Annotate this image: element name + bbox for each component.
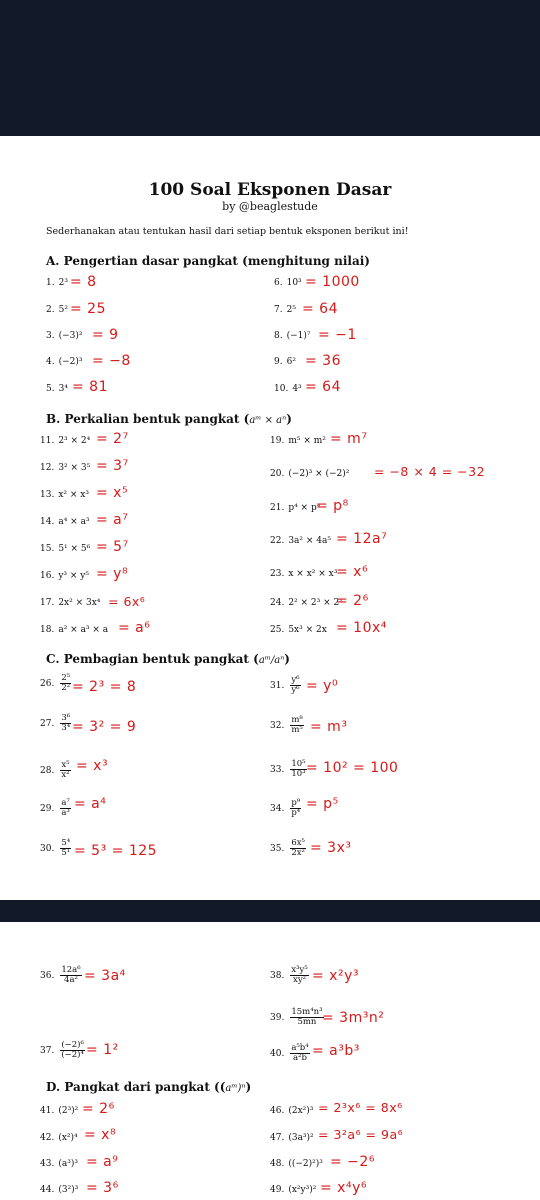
answer-11: = 2⁷ — [96, 431, 129, 447]
answer-21: = p⁸ — [316, 498, 349, 514]
problem-1: 1. 2³ — [46, 278, 68, 288]
problem-9: 9. 6² — [274, 357, 296, 367]
answer-42: = x⁸ — [84, 1127, 117, 1143]
answer-14: = a⁷ — [96, 512, 129, 528]
answer-35: = 3x³ — [310, 840, 352, 856]
problem-16: 16. y³ × y⁵ — [40, 571, 89, 581]
answer-10: = 64 — [305, 379, 341, 395]
answer-13: = x⁵ — [96, 485, 129, 501]
answer-23: = x⁶ — [336, 564, 369, 580]
problem-12: 12. 3² × 3⁵ — [40, 463, 91, 473]
problem-44: 44. (3²)³ — [40, 1185, 79, 1195]
problem-39: 39. $\frac{\text{15m⁴n³}}{5mn}$ — [270, 1007, 323, 1027]
problem-30: 30. $\frac{\text{5⁴}}{\text{5¹}}$ — [40, 838, 71, 858]
problem-5: 5. 3⁴ — [46, 384, 68, 394]
answer-33: = 10² = 100 — [306, 760, 399, 776]
problem-47: 47. (3a³)² — [270, 1133, 314, 1143]
answer-12: = 3⁷ — [96, 458, 129, 474]
problem-43: 43. (a³)³ — [40, 1159, 78, 1169]
problem-20: 20. (−2)³ × (−2)² — [270, 469, 350, 479]
answer-28: = x³ — [76, 758, 109, 774]
answer-43: = a⁹ — [86, 1154, 119, 1170]
answer-26: = 2³ = 8 — [72, 679, 137, 695]
problem-8: 8. (−1)⁷ — [274, 331, 311, 341]
problem-29: 29. $\frac{\text{a⁷}}{\text{a³}}$ — [40, 798, 70, 818]
problem-27: 27. $\frac{\text{3⁶}}{\text{3⁴}}$ — [40, 713, 71, 733]
answer-38: = x²y³ — [312, 968, 359, 984]
answer-47: = 3²a⁶ = 9a⁶ — [318, 1127, 404, 1142]
author-line: by @beaglestude — [222, 200, 318, 213]
problem-26: 26. $\frac{\text{2⁵}}{\text{2²}}$ — [40, 673, 71, 693]
problem-34: 34. $\frac{\text{p⁹}}{\text{p⁴}}$ — [270, 798, 301, 818]
problem-46: 46. (2x²)³ — [270, 1106, 314, 1116]
worksheet-page-2 — [0, 922, 540, 1200]
answer-46: = 2³x⁶ = 8x⁶ — [318, 1100, 403, 1115]
page-break-band — [0, 900, 540, 922]
problem-6: 6. 10³ — [274, 278, 302, 288]
problem-21: 21. p⁴ × p⁴ — [270, 503, 321, 513]
answer-20: = −8 × 4 = −32 — [374, 464, 486, 479]
answer-6: = 1000 — [305, 274, 360, 290]
answer-4: = −8 — [92, 353, 131, 369]
problem-32: 32. $\frac{\text{m⁸}}{\text{m⁵}}$ — [270, 715, 303, 735]
answer-9: = 36 — [305, 353, 341, 369]
answer-1: = 8 — [70, 274, 97, 290]
problem-3: 3. (−3)² — [46, 331, 83, 341]
answer-15: = 5⁷ — [96, 539, 129, 555]
answer-32: = m³ — [310, 719, 348, 735]
answer-25: = 10x⁴ — [336, 620, 387, 636]
problem-35: 35. $\frac{\text{6x⁵}}{\text{2x²}}$ — [270, 838, 305, 858]
problem-18: 18. a² × a³ × a — [40, 625, 109, 635]
answer-8: = −1 — [318, 327, 357, 343]
answer-5: = 81 — [72, 379, 108, 395]
problem-37: 37. $\frac{\text{(−2)⁶}}{\text{(−2)⁴}}$ — [40, 1040, 84, 1060]
problem-24: 24. 2² × 2³ × 2¹ — [270, 598, 343, 608]
section-a-heading: A. Pengertian dasar pangkat (menghitung nilai) — [46, 254, 370, 268]
section-d-heading: D. Pangkat dari pangkat ((aᵐ)ⁿ) — [46, 1080, 252, 1094]
answer-40: = a³b³ — [312, 1043, 360, 1059]
problem-41: 41. (2³)² — [40, 1106, 79, 1116]
answer-36: = 3a⁴ — [84, 968, 126, 984]
answer-18: = a⁶ — [118, 620, 151, 636]
problem-22: 22. 3a² × 4a⁵ — [270, 536, 331, 546]
problem-15: 15. 5¹ × 5⁶ — [40, 544, 91, 554]
answer-34: = p⁵ — [306, 796, 339, 812]
answer-44: = 3⁶ — [86, 1180, 119, 1196]
answer-3: = 9 — [92, 327, 119, 343]
answer-29: = a⁴ — [74, 796, 107, 812]
answer-48: = −2⁶ — [330, 1154, 375, 1170]
problem-33: 33. $\frac{\text{10⁵}}{\text{10³}}$ — [270, 759, 306, 779]
answer-2: = 25 — [70, 301, 106, 317]
problem-28: 28. $\frac{\text{x⁵}}{\text{x²}}$ — [40, 760, 70, 780]
problem-11: 11. 2³ × 2⁴ — [40, 436, 91, 446]
section-c-heading: C. Pembagian bentuk pangkat (aᵐ/aⁿ) — [46, 652, 290, 666]
answer-17: = 6x⁶ — [108, 594, 146, 609]
problem-10: 10. 4³ — [274, 384, 302, 394]
problem-31: 31. $\frac{\text{y⁶}}{\text{y⁶}}$ — [270, 675, 300, 695]
problem-49: 49. (x²y³)² — [270, 1185, 317, 1195]
answer-37: = 1² — [86, 1042, 119, 1058]
answer-27: = 3² = 9 — [72, 719, 137, 735]
problem-7: 7. 2⁵ — [274, 305, 296, 315]
answer-19: = m⁷ — [330, 431, 368, 447]
answer-49: = x⁴y⁶ — [320, 1180, 367, 1196]
answer-16: = y⁸ — [96, 566, 129, 582]
page-title: 100 Soal Eksponen Dasar — [148, 180, 392, 200]
problem-13: 13. x² × x³ — [40, 490, 89, 500]
answer-30: = 5³ = 125 — [74, 843, 158, 859]
problem-2: 2. 5² — [46, 305, 68, 315]
worksheet-page-1 — [0, 136, 540, 900]
problem-42: 42. (x²)⁴ — [40, 1133, 78, 1143]
answer-31: = y⁰ — [306, 678, 339, 694]
instructions: Sederhanakan atau tentukan hasil dari setiap bentuk eksponen berikut ini! — [46, 226, 409, 237]
problem-25: 25. 5x³ × 2x — [270, 625, 327, 635]
problem-19: 19. m⁵ × m² — [270, 436, 326, 446]
problem-4: 4. (−2)³ — [46, 357, 83, 367]
problem-38: 38. $\frac{\text{x³y⁵}}{\text{xy²}}$ — [270, 965, 308, 985]
answer-41: = 2⁶ — [82, 1101, 115, 1117]
answer-7: = 64 — [302, 301, 338, 317]
problem-48: 48. ((−2)²)³ — [270, 1159, 323, 1169]
top-dark-band — [0, 0, 540, 136]
problem-14: 14. a⁴ × a³ — [40, 517, 90, 527]
problem-36: 36. $\frac{\text{12a⁶}}{\text{4a²}}$ — [40, 965, 81, 985]
answer-24: = 2⁶ — [336, 593, 369, 609]
section-b-heading: B. Perkalian bentuk pangkat (aᵐ × aⁿ) — [46, 412, 292, 426]
problem-23: 23. x × x² × x³ — [270, 569, 338, 579]
problem-40: 40. $\frac{\text{a⁵b⁴}}{\text{a²b}}$ — [270, 1043, 309, 1063]
answer-39: = 3m³n² — [322, 1010, 385, 1026]
problem-17: 17. 2x² × 3x⁴ — [40, 598, 101, 608]
answer-22: = 12a⁷ — [336, 531, 388, 547]
